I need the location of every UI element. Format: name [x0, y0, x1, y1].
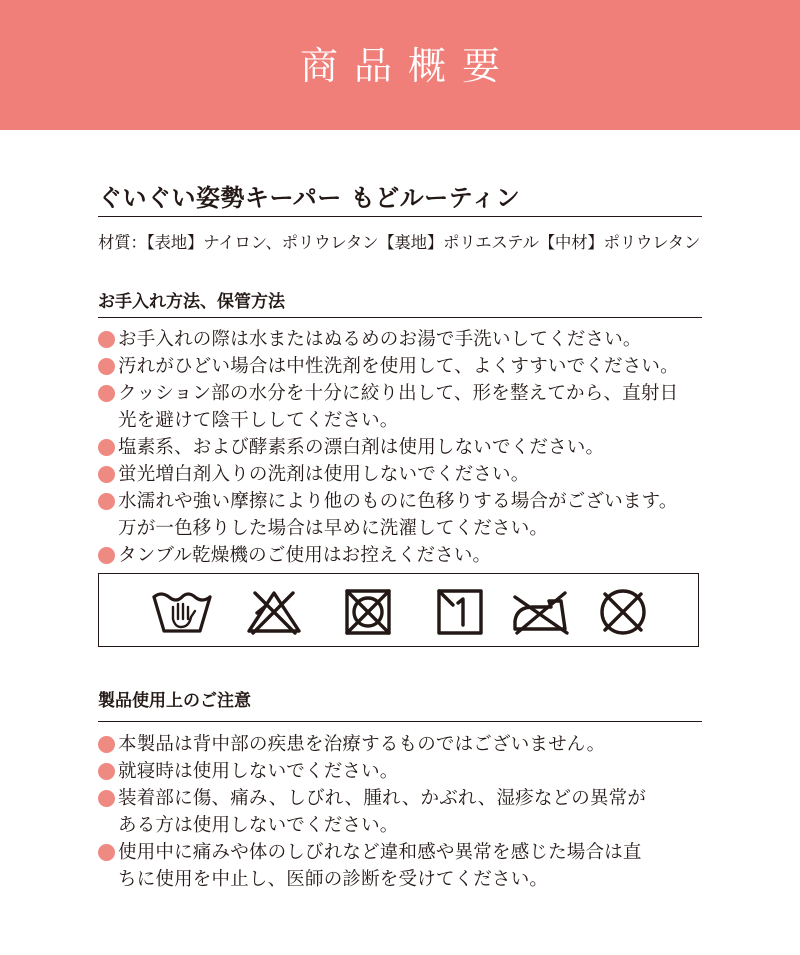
hand-wash-icon [151, 587, 213, 635]
care-section-title: お手入れ方法、保管方法 [98, 292, 285, 312]
product-name: ぐいぐい姿勢キーパー もどルーティン [98, 184, 521, 212]
bullet-dot-icon [98, 844, 115, 861]
bullet-dot-icon [98, 790, 115, 807]
care-instructions-list [98, 326, 708, 569]
list-item-text: 使用中に痛みや体のしびれなど違和感や異常を感じた場合は直 [118, 842, 642, 863]
list-item-text: 蛍光増白剤入りの洗剤は使用しないでください。 [118, 464, 530, 485]
bullet-dot-icon [98, 736, 115, 753]
caution-section-title: 製品使用上のご注意 [98, 691, 251, 711]
care-symbols-box [98, 573, 699, 647]
list-item [98, 542, 708, 569]
bullet-dot-icon [98, 439, 115, 456]
list-item-text: 装着部に傷、痛み、しびれ、腫れ、かぶれ、湿疹などの異常が [118, 788, 647, 809]
product-name-divider [98, 216, 702, 217]
caution-section-divider [98, 721, 702, 722]
list-item [98, 434, 708, 461]
list-item [98, 758, 708, 785]
list-item-text: 水濡れや強い摩擦により他のものに色移りする場合がございます。 [118, 491, 678, 512]
shade-drip-dry-icon [429, 587, 491, 635]
material-text: 材質：【表地】ナイロン、ポリウレタン【裏地】ポリエステル【中材】ポリウレタン [98, 233, 701, 252]
no-tumble-dry-icon [337, 587, 399, 635]
bullet-dot-icon [98, 547, 115, 564]
no-iron-icon [509, 587, 571, 635]
list-item-text: ちに使用を中止し、医師の診断を受けてください。 [118, 869, 549, 890]
list-item-text: 万が一色移りした場合は早めに洗濯してください。 [118, 518, 549, 539]
list-item [98, 353, 708, 380]
bullet-dot-icon [98, 493, 115, 510]
list-item-text: ある方は使用しないでください。 [118, 815, 399, 836]
list-item-text: 本製品は背中部の疾患を治療するものではございません。 [118, 734, 606, 755]
list-item [98, 488, 708, 542]
no-bleach-icon [243, 587, 305, 635]
bullet-dot-icon [98, 466, 115, 483]
list-item-text: 塩素系、および酵素系の漂白剤は使用しないでください。 [118, 437, 605, 458]
bullet-dot-icon [98, 358, 115, 375]
list-item [98, 785, 708, 839]
list-item-text: 光を避けて陰干ししてください。 [118, 410, 399, 431]
no-dry-clean-icon [592, 587, 654, 635]
bullet-dot-icon [98, 331, 115, 348]
list-item-text: 就寝時は使用しないでください。 [118, 761, 399, 782]
page-title: 商品概要 [299, 43, 516, 88]
list-item [98, 380, 708, 434]
caution-list [98, 731, 708, 893]
list-item-text: クッション部の水分を十分に絞り出して、形を整えてから、直射日 [118, 383, 679, 404]
bullet-dot-icon [98, 763, 115, 780]
bullet-dot-icon [98, 385, 115, 402]
list-item-text: お手入れの際は水またはぬるめのお湯で手洗いしてください。 [118, 329, 642, 350]
list-item [98, 461, 708, 488]
list-item [98, 731, 708, 758]
care-section-divider [98, 317, 702, 318]
list-item-text: タンブル乾燥機のご使用はお控えください。 [118, 545, 492, 566]
list-item-text: 汚れがひどい場合は中性洗剤を使用して、よくすすいでください。 [118, 356, 679, 377]
list-item [98, 839, 708, 893]
list-item [98, 326, 708, 353]
header-banner [0, 0, 800, 130]
